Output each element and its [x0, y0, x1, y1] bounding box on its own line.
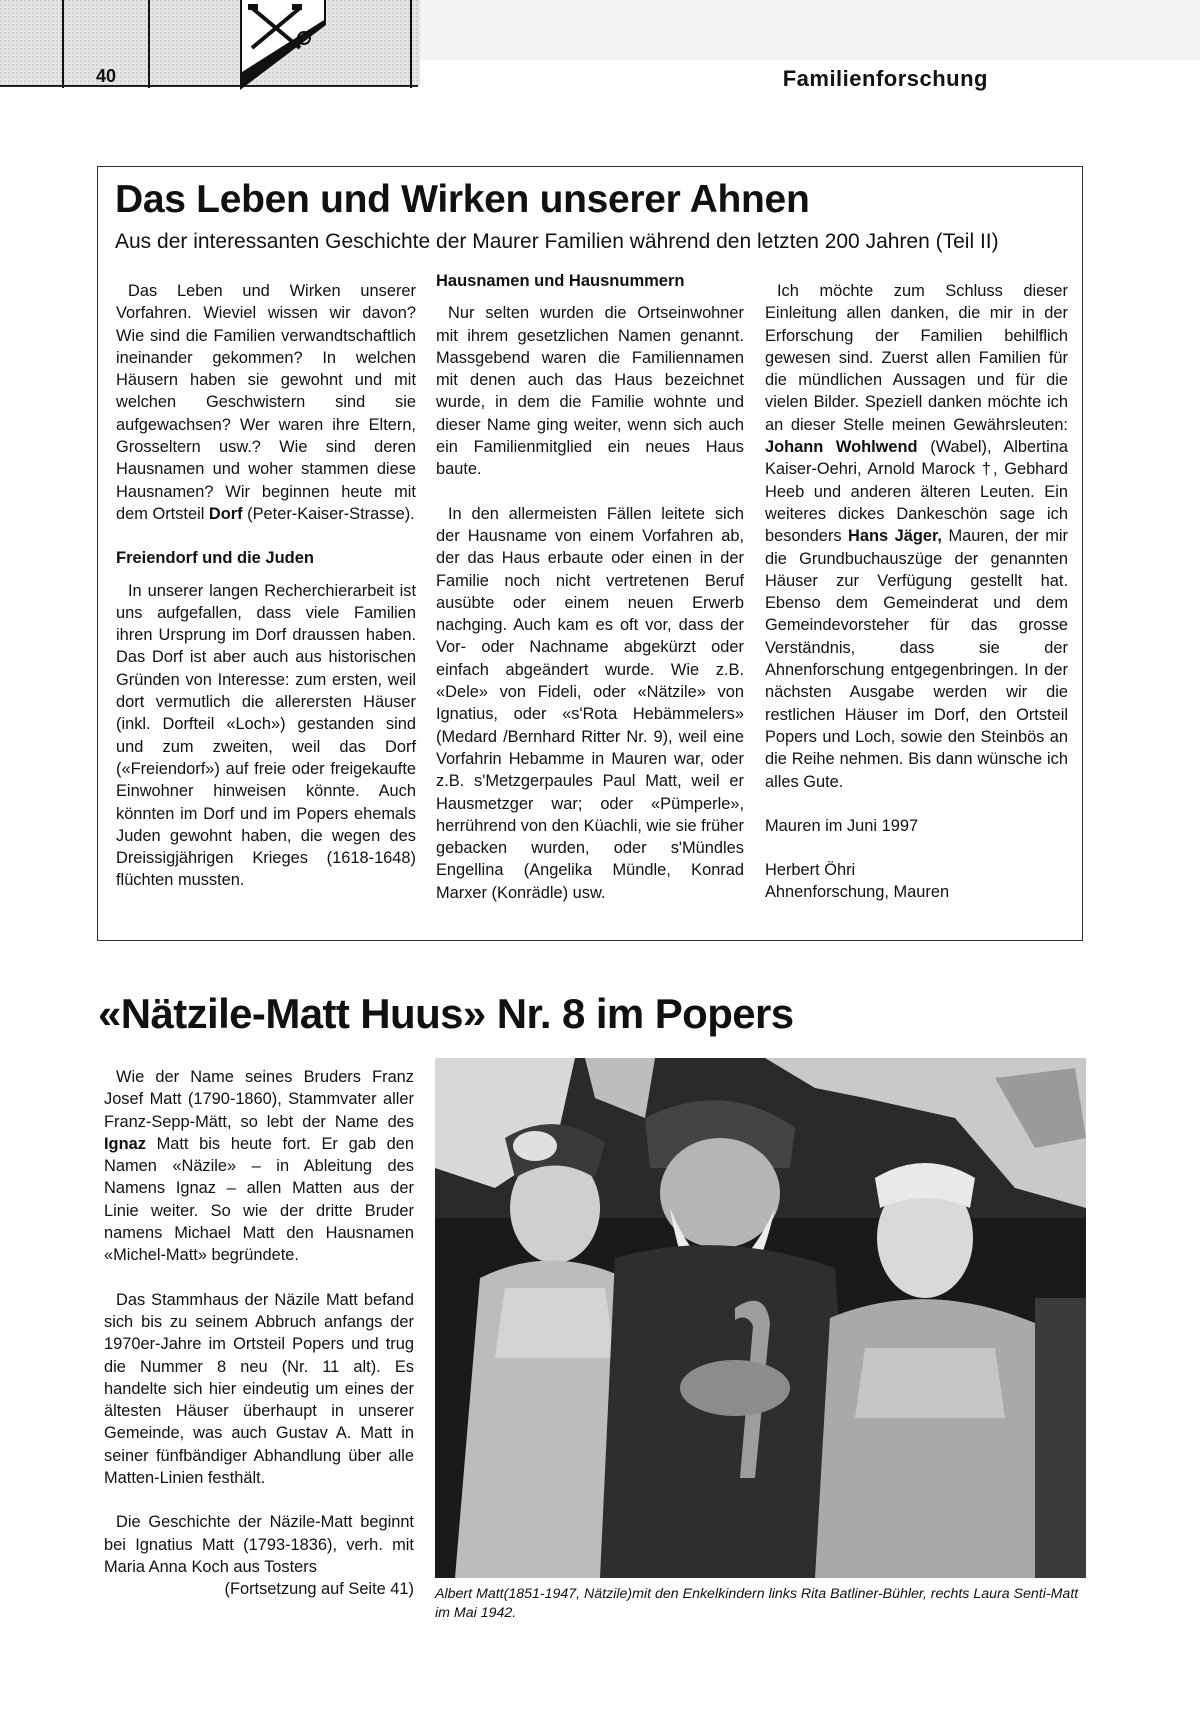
freiendorf-paragraph: In unserer langen Recherchierarbeit ist uns aufgefallen, dass viele Familien ihren Ursprung im Dorf draussen haben. Das Dorf ist aber auch aus historischen Gründen von Interesse: zum ersten, weil dort vermutlich die allerersten Häuser (inkl. Dorfteil «Loch») gestanden sind und zum zweiten, weil das Dorf («Freiendorf») auf freie oder freigekaufte Einwohner hinweisen könnte. Auch könnten im Dorf und im Popers ehemals Juden gewohnt haben, die wegen des Dreissigjährigen Krieges (1618-1648) flüchten mussten. [116, 581, 416, 890]
column-2 [436, 270, 744, 904]
header-rule [62, 0, 64, 88]
article-paragraph-1: Wie der Name seines Bruders Franz Josef Matt (1790-1860), Stammvater aller Franz-Sepp-Mätt, so lebt der Name des Ignaz Matt bis heute fort. Er gab den Namen «Näzile» – in Ableitung des Namens Ignaz – allen Matten aus der Linie weiter. So wie der dritte Bruder namens Michael Matt den Hausnamen «Michel-Matt» begründete. [104, 1068, 414, 1265]
column-1 [116, 280, 416, 892]
hausnamen-paragraph-1: Nur selten wurden die Ortseinwohner mit ihrem gesetzlichen Namen genannt. Massgebend waren die Familiennamen mit denen auch das Haus bezeichnet wurde, in dem die Familie wohnte und dieser Name ging weiter, wenn sich auch ein Familienmitglied ein neues Haus baute. [436, 304, 744, 479]
heading-freiendorf: Freiendorf und die Juden [116, 549, 315, 568]
article-title: Das Leben und Wirken unserer Ahnen [115, 178, 810, 221]
continuation-note: (Fortsetzung auf Seite 41) [224, 1580, 414, 1599]
date-place: Mauren im Juni 1997 [765, 816, 919, 835]
header-band [0, 0, 1200, 88]
page-number: 40 [96, 66, 117, 86]
heading-hausnamen: Hausnamen und Hausnummern [436, 272, 685, 290]
photo-caption: Albert Matt(1851-1947, Nätzile)mit den Enkelkindern links Rita Batliner-Bühler, rechts Laura Senti-Matt im Mai 1942. [435, 1586, 1079, 1621]
header-rule [410, 0, 412, 88]
crossed-keys-emblem-icon [240, 0, 326, 90]
thanks-paragraph: Ich möchte zum Schluss dieser Einleitung allen danken, die mir in der Erforschung der Familien behilflich gewesen sind. Zuerst allen Familien für die mündlichen Aussagen und für die vielen Bilder. Speziell danken möchte ich an dieser Stelle meinen Gewährsleuten: Johann Wohlwend (Wabel), Albertina Kaiser-Oehri, Arnold Marock †, Gebhard Heeb und anderen älteren Leuten. Ein weiteres dickes Dankeschön sage ich besonders Hans Jäger, Mauren, der mir die Grundbuchauszüge der genannten Häuser zur Verfügung gestellt hat. Ebenso dem Gemeinderat und dem Gemeindevorsteher für das grosse Verständnis, dass sie der Ahnenforschung entgegenbringen. In der nächsten Ausgabe werden wir die restlichen Häuser im Dorf, den Ortsteil Popers und Loch, sowie den Steinbös an die Reihe nehmen. Bis dann wünsche ich alles Gute. [765, 282, 1068, 791]
intro-paragraph: Das Leben und Wirken unserer Vorfahren. Wieviel wissen wir davon? Wie sind die Familien verwandtschaftlich ineinander gekommen? In welchen Häusern haben sie gewohnt und mit welchen Geschwistern sind sie aufgewachsen? Wer waren ihre Eltern, Grosseltern usw.? Wie sind deren Hausnamen und woher stammen diese Hausnamen? Wir beginnen heute mit dem Ortsteil Dorf (Peter-Kaiser-Strasse). [116, 282, 416, 523]
article-subtitle: Aus der interessanten Geschichte der Maurer Familien während den letzten 200 Jahren (Teil II) [115, 230, 999, 253]
hausnamen-paragraph-2: In den allermeisten Fällen leitete sich der Hausname von einem Vorfahren ab, der das Haus erbaute oder einen in der Familie noch nicht vertretenen Beruf ausübte oder einem neuen Erwerb nachging. Auch kam es oft vor, dass der Vor- oder Nachname abgekürzt oder einfach abgeändert wurde. Wie z.B. «Dele» von Fideli, oder «Nätzile» von Ignatius, oder «s'Rota Hebämmelers» (Medard /Bernhard Ritter Nr. 9), weil eine Vorfahrin Hebamme in Mauren war, oder z.B. s'Metzgerpaules Paul Matt, weil er Hausmetzger war; oder «Pümperle», herrührend von den Küachli, wie sie früher gebacken wurden, oder s'Mündles Engellina (Angelika Mündle, Konrad Marxer (Konrädle) usw. [436, 504, 744, 902]
article-paragraph-3: Die Geschichte der Näzile-Matt beginnt bei Ignatius Matt (1793-1836), verh. mit Maria Anna Koch aus Tosters [104, 1513, 414, 1576]
second-article-text [104, 1066, 414, 1601]
header-rule [148, 0, 150, 88]
column-3 [765, 280, 1068, 904]
article-paragraph-2: Das Stammhaus der Näzile Matt befand sich bis zu seinem Abbruch anfangs der 1970er-Jahre im Ortsteil Popers und trug die Nummer 8 neu (Nr. 11 alt). Es handelte sich hier eindeutig um eines der ältesten Häuser überhaupt in unserer Gemeinde, was auch Gustav A. Matt in seiner fünfbändiger Abhandlung über alle Matten-Linien festhält. [104, 1290, 414, 1488]
historic-family-photo [435, 1058, 1086, 1578]
author-name: Herbert Öhri [765, 861, 856, 880]
section-title: Familienforschung [782, 66, 988, 91]
second-article-title: «Nätzile-Matt Huus» Nr. 8 im Popers [98, 990, 794, 1037]
author-role: Ahnenforschung, Mauren [765, 883, 950, 902]
